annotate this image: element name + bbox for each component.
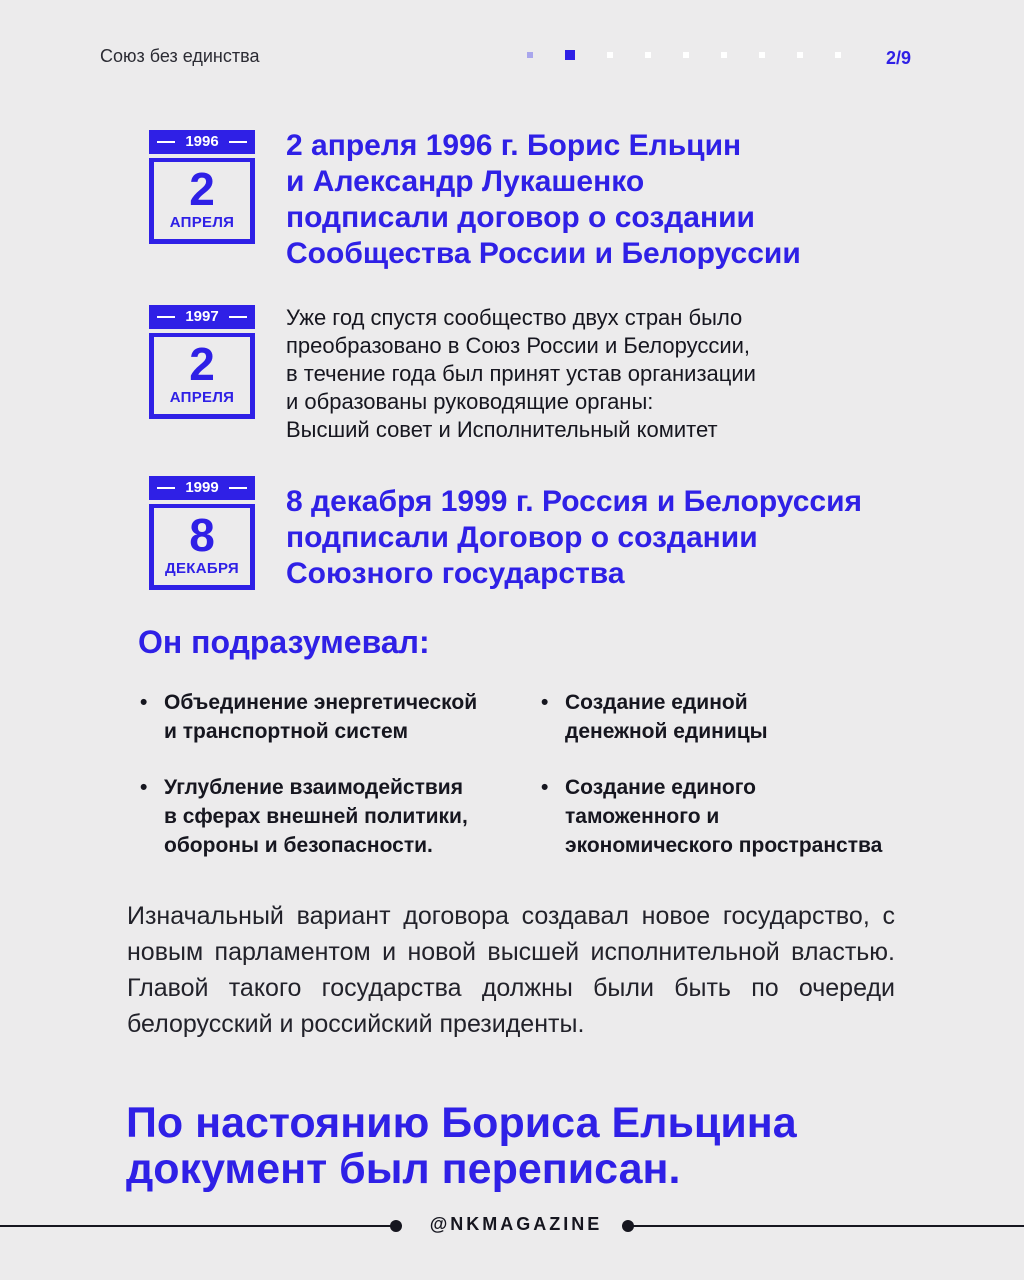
calendar-page: [149, 158, 255, 244]
calendar-icon-1999: [149, 476, 255, 590]
event-1996-text: 2 апреля 1996 г. Борис Ельцин и Александр Лукашенко подписали договор о создании Сообщества России и Белоруссии: [286, 129, 801, 270]
series-title: Союз без единства: [100, 46, 260, 66]
calendar-icon-1996: [149, 130, 255, 244]
calendar-month: ДЕКАБРЯ: [165, 560, 239, 577]
page-indicator: [527, 50, 841, 60]
emphasis-heading: По настоянию Бориса Ельцина документ был переписан.: [126, 1099, 797, 1193]
implied-heading: Он подразумевал:: [138, 624, 430, 660]
page-dot: [797, 52, 803, 58]
list-item: • Объединение энергетической и транспортной систем: [140, 688, 477, 746]
calendar-page: [149, 504, 255, 590]
page-dot: [607, 52, 613, 58]
page-dot: [759, 52, 765, 58]
calendar-day: 2: [189, 163, 215, 215]
footer-divider-right: [630, 1225, 1024, 1227]
calendar-icon-1997: [149, 305, 255, 419]
page-dot: [683, 52, 689, 58]
page-dot-current: [565, 50, 575, 60]
calendar-year: 1999: [149, 476, 255, 500]
page-dot: [835, 52, 841, 58]
calendar-day: 2: [189, 338, 215, 390]
list-item: • Создание единой денежной единицы: [541, 688, 768, 746]
event-1997-text: Уже год спустя сообщество двух стран было преобразовано в Союз России и Белоруссии, в течение года был принят устав организации и образованы руководящие органы: Высший совет и Исполнительный комитет: [286, 305, 756, 442]
footer-bullet-icon: [390, 1220, 402, 1232]
calendar-page: [149, 333, 255, 419]
page-dot: [527, 52, 533, 58]
page-dot: [645, 52, 651, 58]
page-dot: [721, 52, 727, 58]
footer-divider-left: [0, 1225, 396, 1227]
list-item: • Углубление взаимодействия в сферах внешней политики, обороны и безопасности.: [140, 773, 468, 860]
calendar-month: АПРЕЛЯ: [169, 214, 235, 231]
calendar-day: 8: [189, 509, 215, 561]
page-counter: 2/9: [886, 48, 912, 68]
footer-handle: @NKMAGAZINE: [429, 1214, 603, 1234]
calendar-year: 1996: [149, 130, 255, 154]
calendar-year: 1997: [149, 305, 255, 329]
list-item: • Создание единого таможенного и экономического пространства: [541, 773, 882, 860]
calendar-month: АПРЕЛЯ: [169, 389, 235, 406]
event-1999-text: 8 декабря 1999 г. Россия и Белоруссия подписали Договор о создании Союзного государства: [286, 485, 863, 590]
body-paragraph: Изначальный вариант договора создавал новое государство, с новым парламентом и новой высшей исполнительной властью. Главой такого государства должны были быть по очереди белорусский и российский президенты.: [127, 902, 895, 1038]
